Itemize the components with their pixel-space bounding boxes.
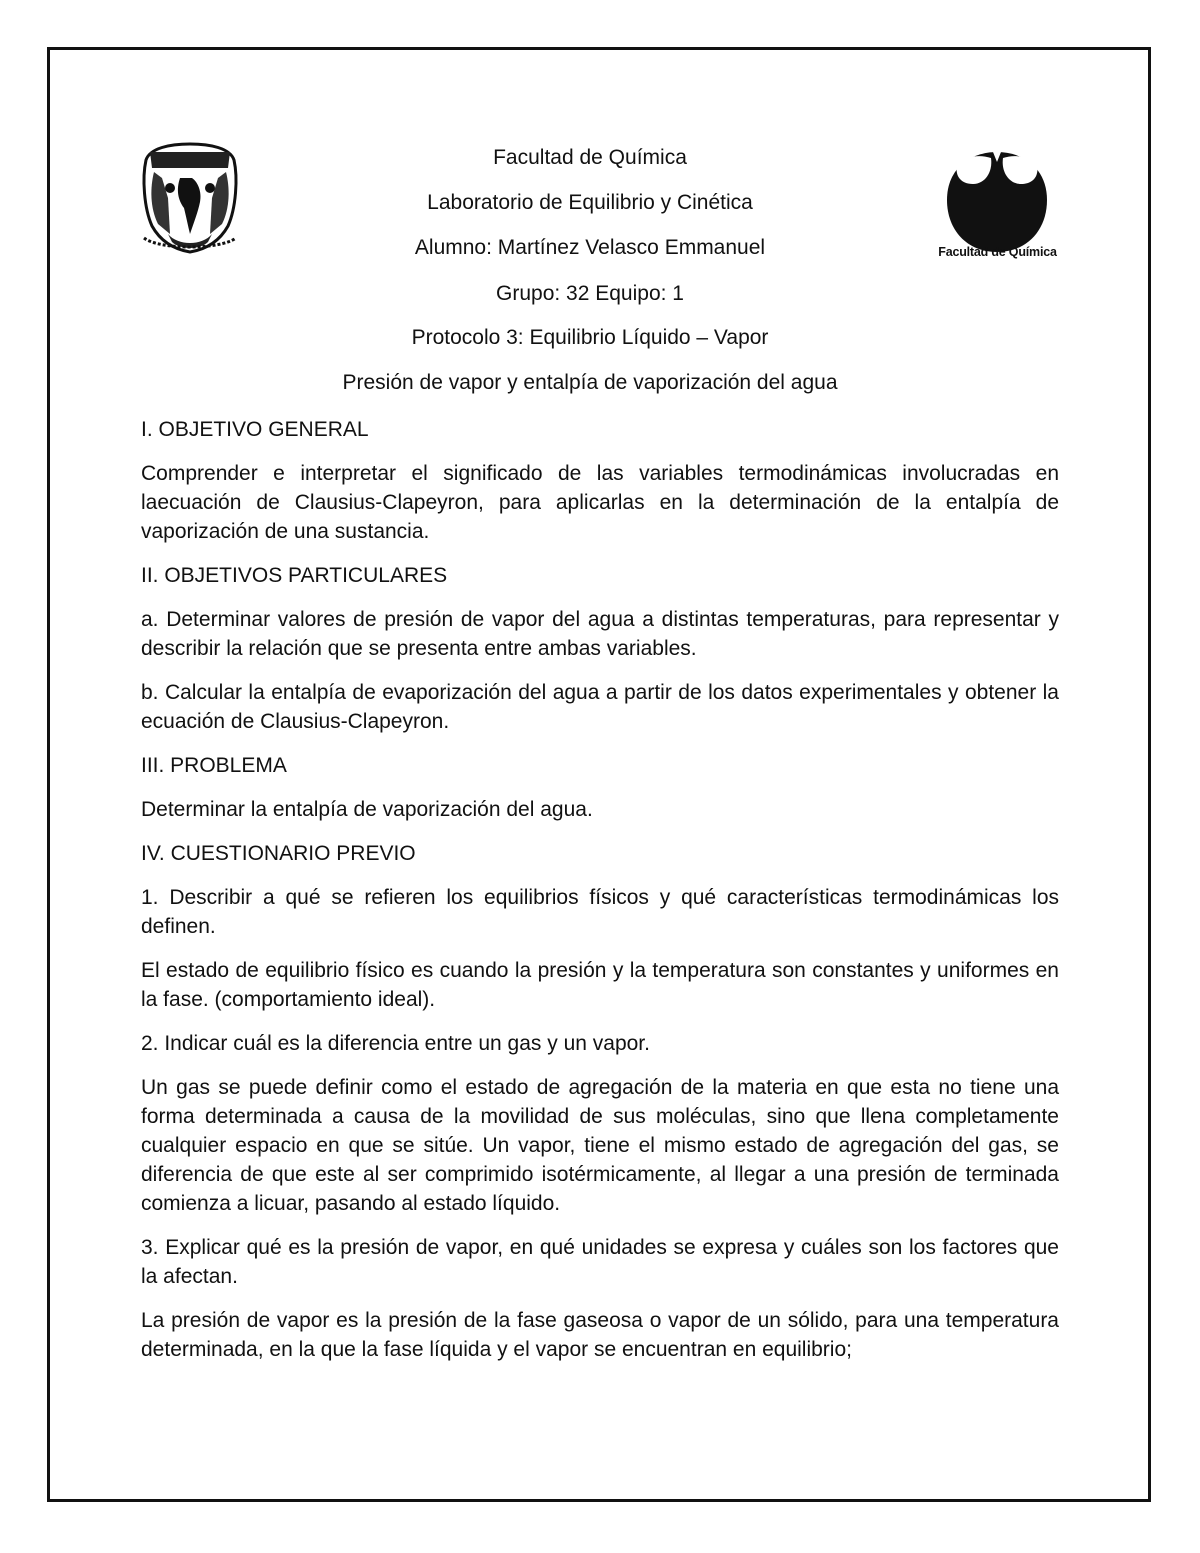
- question-2: 2. Indicar cuál es la diferencia entre un gas y un vapor.: [141, 1032, 650, 1055]
- answer-3: La presión de vapor es la presión de la fase gaseosa o vapor de un sólido, para una temperatura determinada, en la que la fase líquida y el vapor se encuentran en equilibrio;: [141, 1309, 1059, 1361]
- section-heading-objetivos-particulares: II. OBJETIVOS PARTICULARES: [141, 564, 448, 587]
- answer-1: El estado de equilibrio físico es cuando la presión y la temperatura son constantes y uniformes en la fase. (comportamiento ideal).: [141, 959, 1059, 1011]
- answer-2: Un gas se puede definir como el estado de agregación de la materia en que esta no tiene una forma determinada a causa de la movilidad de sus moléculas, sino que llena completamente cualquier espacio en que se sitúe. Un vapor, tiene el mismo estado de agregación del gas, se diferencia de que este al ser comprimido isotérmicamente, al llegar a una presión de terminada comienza a licuar, pasando al estado líquido.: [141, 1076, 1059, 1215]
- unam-seal-icon: [140, 138, 240, 256]
- document-subtitle: Presión de vapor y entalpía de vaporización del agua: [342, 371, 838, 394]
- paragraph-problema: Determinar la entalpía de vaporización del agua.: [141, 798, 593, 821]
- document-body: [141, 415, 1059, 1379]
- student-name: Alumno: Martínez Velasco Emmanuel: [414, 236, 766, 259]
- paragraph-objetivo-b: b. Calcular la entalpía de evaporización del agua a partir de los datos experimentales y obtener la ecuación de Clausius-Clapeyron.: [141, 681, 1059, 733]
- paragraph-objetivo-a: a. Determinar valores de presión de vapor del agua a distintas temperaturas, para representar y describir la relación que se presenta entre ambas variables.: [141, 608, 1059, 660]
- section-heading-objetivo-general: I. OBJETIVO GENERAL: [141, 418, 369, 441]
- faculty-title: Facultad de Química: [493, 146, 687, 169]
- protocol-title: Protocolo 3: Equilibrio Líquido – Vapor: [411, 326, 769, 349]
- question-3: 3. Explicar qué es la presión de vapor, en qué unidades se expresa y cuáles son los factores que la afectan.: [141, 1236, 1059, 1288]
- question-1: 1. Describir a qué se refieren los equilibrios físicos y qué características termodinámicas los definen.: [141, 886, 1059, 938]
- group-team: Grupo: 32 Equipo: 1: [496, 282, 684, 305]
- lab-title: Laboratorio de Equilibrio y Cinética: [427, 191, 753, 214]
- logo-caption: Facultad de Química: [938, 245, 1057, 259]
- paragraph-objetivo-general: Comprender e interpretar el significado de las variables termodinámicas involucradas en laecuación de Clausius-Clapeyron, para aplicarlas en la determinación de la entalpía de vaporización de una sustancia.: [141, 462, 1059, 543]
- section-heading-cuestionario: IV. CUESTIONARIO PREVIO: [141, 842, 416, 865]
- section-heading-problema: III. PROBLEMA: [141, 754, 287, 777]
